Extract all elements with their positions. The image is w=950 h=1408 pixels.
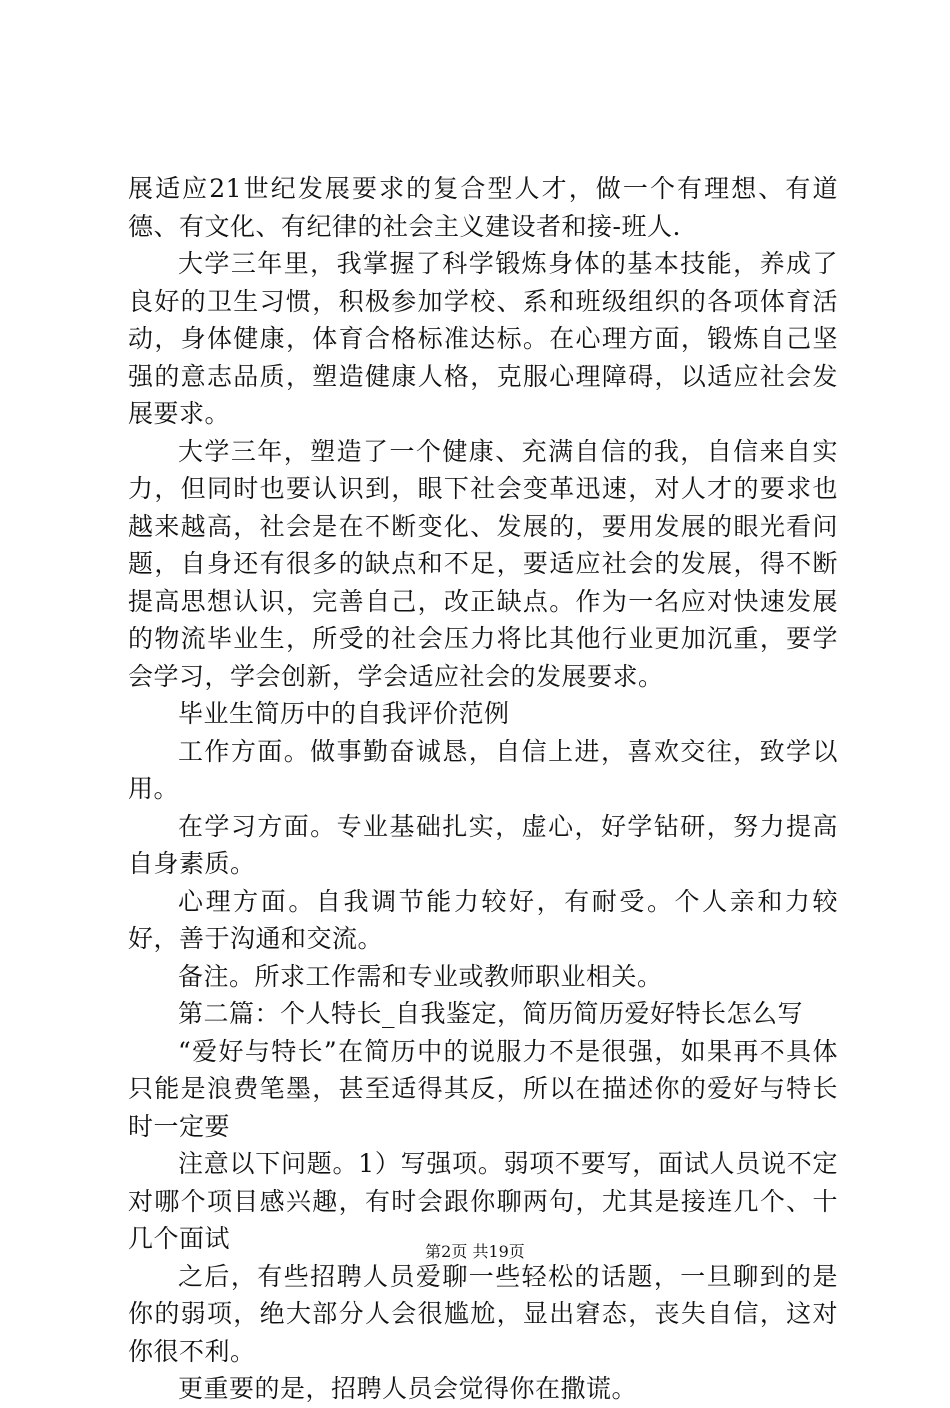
section-heading-part-two: 第二篇：个人特长_自我鉴定，简历简历爱好特长怎么写 [178,999,804,1028]
paragraph-psychology: 心理方面。自我调节能力较好，有耐受。个人亲和力较好，善于沟通和交流。 [128,886,838,953]
document-body [128,170,838,1408]
paragraph-strengths: 注意以下问题。1）写强项。弱项不要写，面试人员说不定对哪个项目感兴趣，有时会跟你聊两句，尤其是接连几个、十几个面试 [128,1149,838,1253]
paragraph-hobbies-intro: “爱好与特长”在简历中的说服力不是很强，如果再不具体只能是浪费笔墨，甚至适得其反，所以在描述你的爱好与特长时一定要 [128,1036,838,1141]
paragraph-remark: 备注。所求工作需和专业或教师职业相关。 [178,961,663,991]
paragraph-lying: 更重要的是，招聘人员会觉得你在撒谎。 [178,1374,638,1403]
section-heading-self-evaluation: 毕业生简历中的自我评价范例 [178,699,510,728]
paragraph-3: 大学三年，塑造了一个健康、充满自信的我，自信来自实力，但同时也要认识到，眼下社会变革迅速，对人才的要求也越来越高，社会是在不断变化、发展的，要用发展的眼光看问题，自身还有很多的缺点和不足，要适应社会的发展，得不断提高思想认识，完善自己，改正缺点。作为一名应对快速发展的物流毕业生，所受的社会压力将比其他行业更加沉重，要学会学习，学会创新，学会适应社会的发展要求。 [128,436,838,691]
page-number-footer: 第2页 共19页 [425,1242,525,1261]
paragraph-study: 在学习方面。专业基础扎实，虚心，好学钻研，努力提高自身素质。 [128,811,838,878]
paragraph-work: 工作方面。做事勤奋诚恳，自信上进，喜欢交往，致学以用。 [128,736,838,803]
paragraph-weakness: 之后，有些招聘人员爱聊一些轻松的话题，一旦聊到的是你的弱项，绝大部分人会很尴尬，显出窘态，丧失自信，这对你很不利。 [128,1261,838,1366]
paragraph-2: 大学三年里，我掌握了科学锻炼身体的基本技能，养成了良好的卫生习惯，积极参加学校、系和班级组织的各项体育活动，身体健康，体育合格标准达标。在心理方面，锻炼自己坚强的意志品质，塑造健康人格，克服心理障碍，以适应社会发展要求。 [128,249,838,428]
paragraph-1: 展适应21世纪发展要求的复合型人才，做一个有理想、有道德、有文化、有纪律的社会主义建设者和接-班人. [128,174,838,241]
